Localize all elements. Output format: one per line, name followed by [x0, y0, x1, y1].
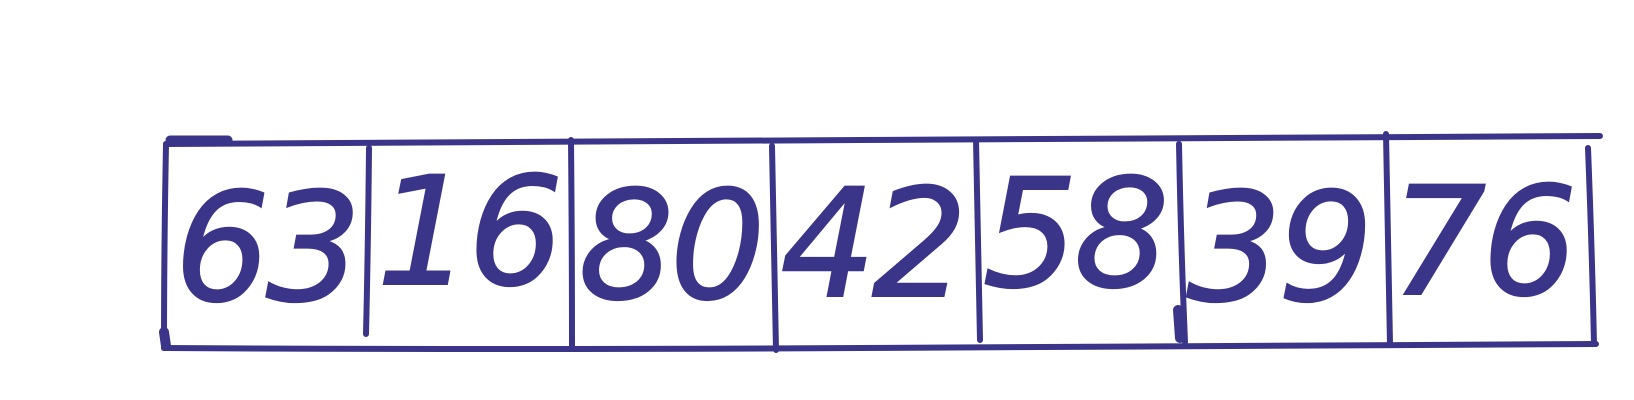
- array-cell-value: 80: [578, 160, 762, 334]
- ink-mark-bottom-left: [164, 332, 166, 346]
- cell-divider-3: [772, 146, 776, 350]
- ink-mark-divider-5: [1178, 310, 1180, 338]
- frame-bottom-edge: [164, 344, 1596, 349]
- array-cell-value: 58: [982, 148, 1166, 322]
- cell-divider-6: [1386, 134, 1390, 344]
- array-values: [175, 146, 1574, 336]
- frame-right-edge: [1588, 148, 1594, 344]
- cell-divider-2: [571, 140, 572, 348]
- array-cell-value: 16: [376, 146, 560, 320]
- array-cell-value: 76: [1390, 156, 1574, 330]
- array-cell-value: 42: [780, 158, 964, 332]
- cell-divider-1: [366, 148, 369, 334]
- array-cell-value: 39: [1186, 162, 1370, 336]
- cell-divider-4: [976, 140, 980, 340]
- array-cell-value: 63: [174, 162, 358, 336]
- frame-left-edge: [164, 144, 166, 348]
